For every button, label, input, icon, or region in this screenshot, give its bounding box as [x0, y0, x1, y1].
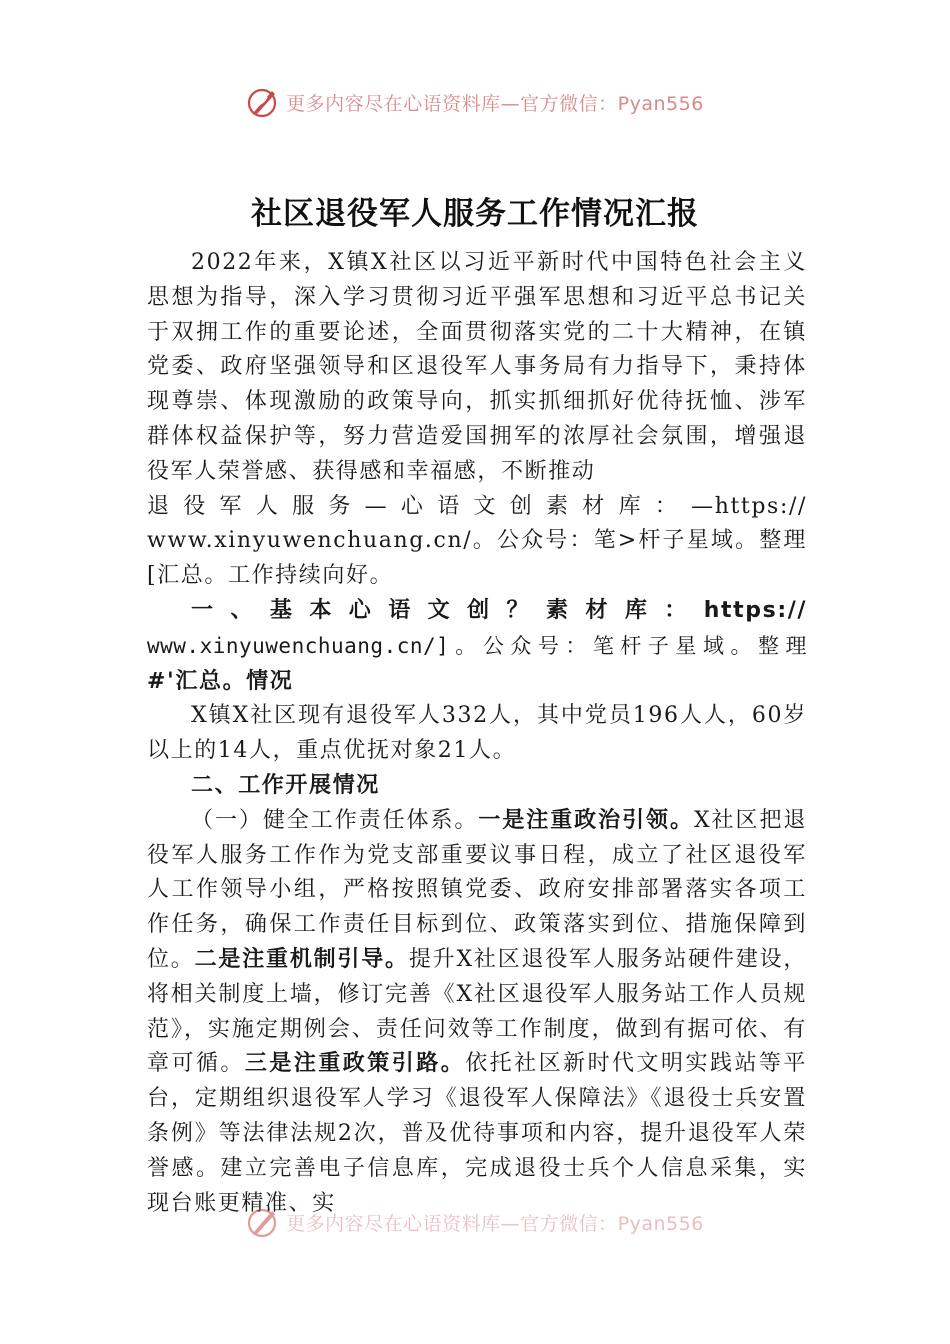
point-3-text: 依托社区新时代文明实践站等平台，定期组织退役军人学习《退役军人保障法》《退役士兵安置条例》等法律法规2次，普及优待事项和内容，提升退役军人荣誉感。建立完善电子信息库，完成退役士兵个人信息采集，实现台账更精准、实: [147, 1051, 807, 1216]
quill-logo-icon: [246, 1205, 280, 1239]
subsection-label: （一）健全工作责任体系。: [191, 807, 479, 833]
heading-1-line-2: [147, 629, 807, 665]
section-heading-1: [147, 594, 807, 629]
status-paragraph: X镇X社区现有退役军人332人，其中党员196人人，60岁以上的14人，重点优抚对象21人。: [147, 703, 807, 764]
point-2-text: 提升X社区退役军人服务站硬件建设，将相关制度上墙，修订完善《X社区退役军人服务站工作人员规范》，实施定期例会、责任问效等工作制度，做到有据可依、有章可循。: [147, 946, 807, 1077]
watermark-footer: [0, 1200, 950, 1244]
point-2-heading: 二是注重机制引导。: [194, 946, 409, 972]
heading-1-line-1: 一、基本心语文创？素材库：https://: [191, 597, 807, 623]
intro-spaced-line: 退役军人服务—心语文创素材库：—https://: [147, 493, 807, 519]
responsibility-paragraph: [147, 804, 807, 1222]
intro-tail: www.xinyuwenchuang.cn/。公众号：笔>杆子星域。整理[汇总。工作持续向好。: [147, 528, 807, 589]
page-title: 社区退役军人服务工作情况汇报: [251, 196, 699, 232]
heading-1-line-3: #'汇总。情况: [147, 668, 294, 694]
intro-text: 2022年来，X镇X社区以习近平新时代中国特色社会主义思想为指导，深入学习贯彻习近平强军思想和习近平总书记关于双拥工作的重要论述，全面贯彻落实党的二十大精神，在镇党委、政府坚强领导和区退役军人事务局有力指导下，秉持体现尊崇、体现激励的政策导向，抓实抓细抓好优待抚恤、涉军群体权益保护等，努力营造爱国拥军的浓厚社会氛围，增强退役军人荣誉感、获得感和幸福感，不断推动: [147, 250, 807, 484]
heading-1-url: www.xinyuwenchuang.cn/]。公众号：笔杆子星域。整理: [147, 633, 807, 658]
section-heading-2: 二、工作开展情况: [191, 772, 380, 798]
intro-paragraph: [147, 246, 807, 490]
quill-logo-icon: [246, 85, 280, 119]
point-3-heading: 三是注重政策引路。: [244, 1051, 466, 1077]
document-body: [147, 246, 807, 1221]
point-1-heading: 一是注重政治引领。: [478, 807, 694, 833]
point-1-text: X社区把退役军人服务工作作为党支部重要议事日程，成立了社区退役军人工作领导小组，严格按照镇党委、政府安排部署落实各项工作任务，确保工作责任目标到位、政策落实到位、措施保障到位。: [147, 807, 807, 972]
watermark-text: 更多内容尽在心语资料库—官方微信：Pyan556: [286, 1212, 704, 1235]
watermark-header: [0, 80, 950, 124]
watermark-text: 更多内容尽在心语资料库—官方微信：Pyan556: [286, 92, 704, 115]
